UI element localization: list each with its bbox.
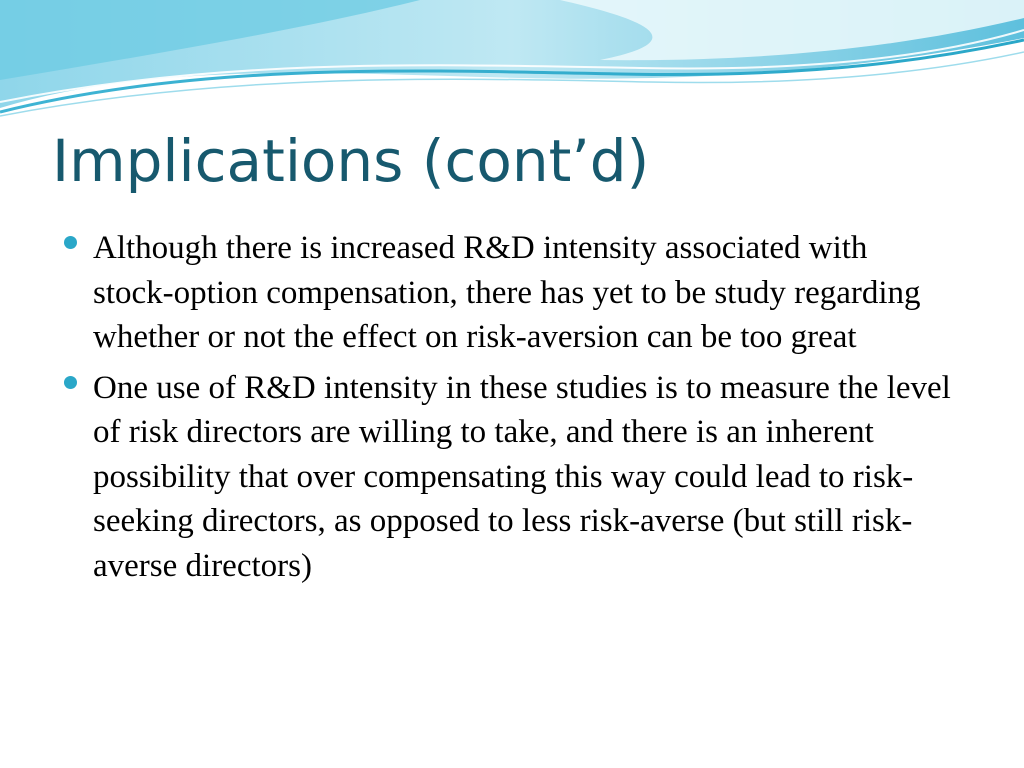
bullet-item [64, 366, 954, 589]
bullet-dot-icon [64, 236, 77, 249]
slide-title: Implications (cont’d) [52, 127, 650, 195]
bullet-item [64, 226, 954, 360]
bullet-text: Although there is increased R&D intensity associated with stock-option compensation, there has yet to be study regarding whether or not the effect on risk-aversion can be too great [93, 230, 921, 355]
bullet-list [64, 226, 954, 594]
bullet-text: One use of R&D intensity in these studies is to measure the level of risk directors are willing to take, and there is an inherent possibility that over compensating this way could lead to risk-seeking directors, as opposed to less risk-averse (but still risk-averse directors) [93, 369, 951, 584]
bullet-dot-icon [64, 376, 77, 389]
decorative-wave-header [0, 0, 1024, 120]
